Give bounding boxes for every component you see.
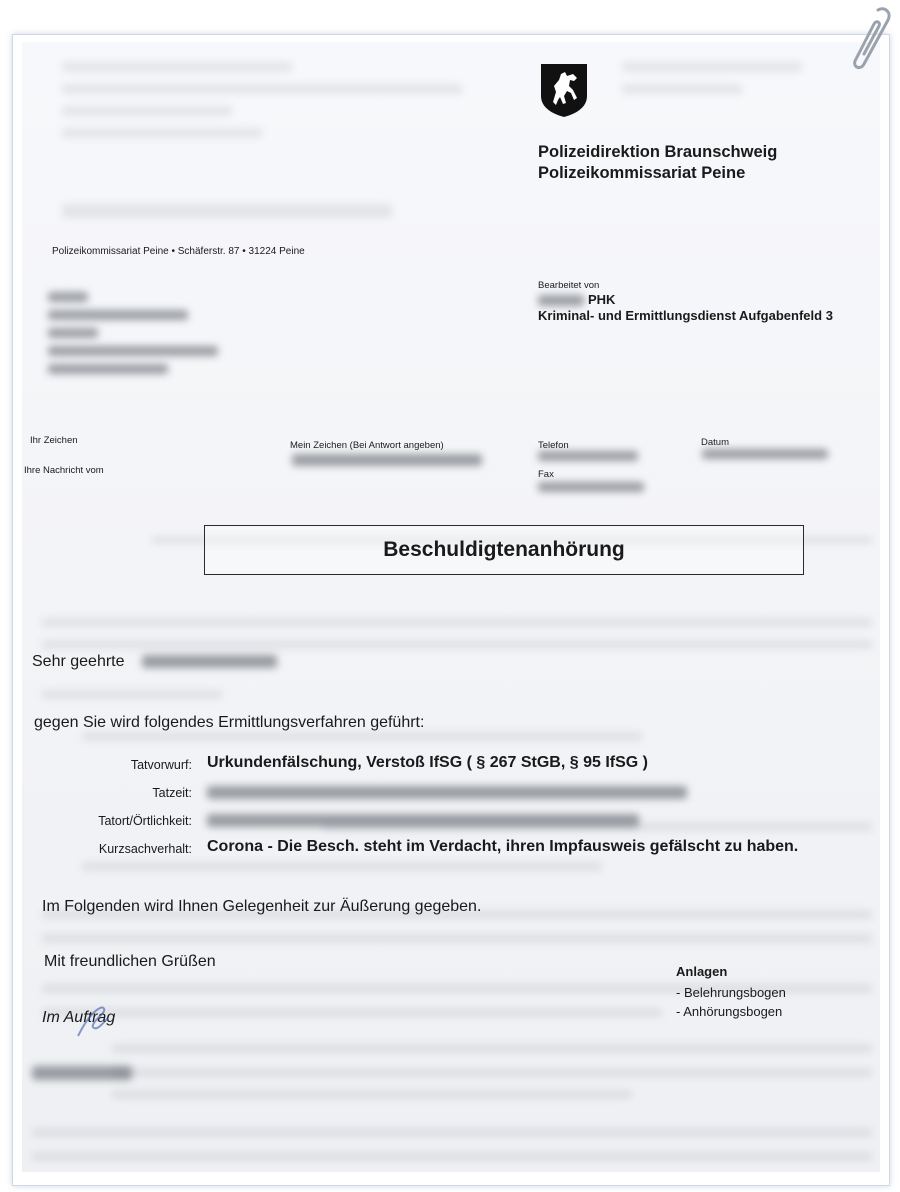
tatort-label: Tatort/Örtlichkeit: [98,814,192,828]
ghost-text [112,1044,872,1053]
ghost-text [62,106,232,116]
ghost-text [42,690,222,699]
redacted-recipient [48,346,218,356]
telefon-label: Telefon [538,440,569,451]
ghost-text [622,84,742,94]
intro-text: gegen Sie wird folgendes Ermittlungsverfahren geführt: [34,714,425,731]
redacted-recipient [48,310,188,320]
ghost-text [42,934,872,943]
kurzsachverhalt-value: Corona - Die Besch. steht im Verdacht, ihren Impfausweis gefälscht zu haben. [207,838,799,855]
ghost-text [62,62,292,72]
fax-label: Fax [538,469,554,480]
redacted-tatzeit [207,786,687,799]
processor-label: Bearbeitet von [538,280,600,291]
document-title-box [204,525,804,575]
redacted-date [702,449,828,459]
redacted-name [142,655,277,668]
mein-zeichen-label: Mein Zeichen (Bei Antwort angeben) [290,440,444,451]
ghost-text [82,732,642,741]
letter-page [22,42,880,1172]
body-text: Im Folgenden wird Ihnen Gelegenheit zur Äußerung gegeben. [42,898,482,915]
ghost-text [82,862,602,871]
ghost-text [112,1090,632,1099]
tatzeit-label: Tatzeit: [152,786,192,800]
redacted-reference [292,454,482,466]
ihr-zeichen-label: Ihr Zeichen [30,435,78,446]
ghost-text [62,128,262,138]
datum-label: Datum [701,437,729,448]
ihre-nachricht-label: Ihre Nachricht vom [24,465,104,476]
ghost-text [62,204,392,218]
authority-line-2: Polizeikommissariat Peine [538,164,746,182]
processor-rank: PHK [588,292,616,307]
niedersachsen-horse-icon [539,62,589,118]
attachment-item: - Anhörungsbogen [676,1004,783,1019]
closing: Mit freundlichen Grüßen [44,953,216,970]
im-auftrag: Im Auftrag [42,1009,116,1026]
tatvorwurf-label: Tatvorwurf: [130,758,192,772]
redacted-fax [538,482,644,492]
redacted-name [538,295,584,306]
ghost-text [42,640,872,649]
ghost-text [112,1068,872,1077]
redacted-recipient [48,364,168,374]
redacted-tatort [207,814,639,827]
ghost-text [42,1008,662,1017]
redacted-signature-name [32,1066,132,1080]
signature-mark-icon [74,1002,114,1042]
redacted-phone [538,451,638,461]
salutation: Sehr geehrte [32,653,125,670]
tatvorwurf-value: Urkundenfälschung, Verstoß IfSG ( § 267 StGB, § 95 IfSG ) [207,754,648,771]
ghost-text [32,1128,872,1137]
paperclip-icon [848,4,894,74]
sender-line: Polizeikommissariat Peine • Schäferstr. 87 • 31224 Peine [52,246,305,257]
redacted-recipient [48,328,98,338]
redacted-recipient [48,292,88,302]
attachments-title: Anlagen [676,964,728,979]
authority-line-1: Polizeidirektion Braunschweig [538,143,778,161]
processor-department: Kriminal- und Ermittlungsdienst Aufgabenfeld 3 [538,308,833,323]
ghost-text [42,618,872,627]
ghost-text [622,62,802,72]
ghost-text [62,84,462,94]
document-title: Beschuldigtenanhörung [383,538,625,561]
ghost-text [32,1152,872,1161]
kurzsachverhalt-label: Kurzsachverhalt: [98,842,192,856]
attachment-item: - Belehrungsbogen [676,985,786,1000]
